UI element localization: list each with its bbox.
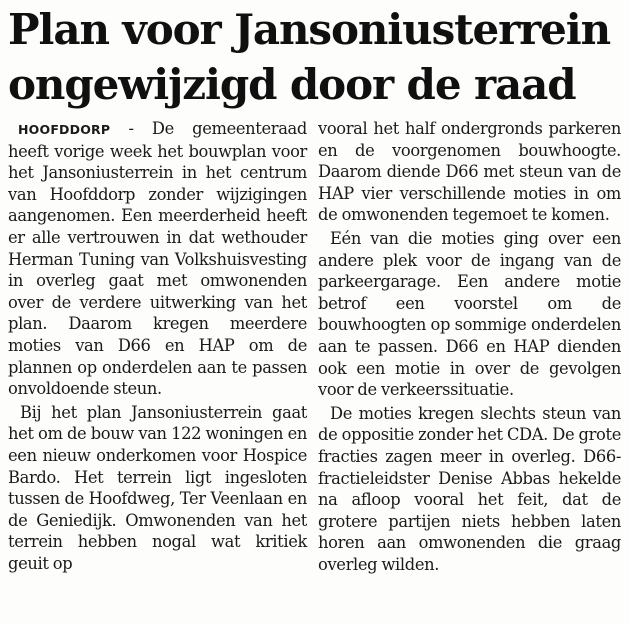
headline-line-1: Plan voor Jansoniusterrein	[8, 5, 611, 54]
paragraph-plan-details: Bij het plan Jansoniusterrein gaat het om de bouw van 122 woningen en een nieuw onderkomen voor Hospice Bardo. Het terrein ligt ingesloten tussen de Hoofdweg, Ter Veenlaan en de Geniedijk. Omwonenden van het terrein hebben nogal wat kritiek geuit op	[8, 402, 307, 573]
paragraph-intro	[8, 118, 307, 400]
paragraph-continuation: vooral het half ondergronds parkeren en de voorgenomen bouwhoogte. Daarom diende D66 met steun van de HAP vier verschillende moties in om de omwonenden tegemoet te komen.	[318, 119, 621, 225]
headline	[8, 2, 624, 112]
paragraph-motions: Eén van die moties ging over een andere plek voor de ingang van de parkeergarage. Een andere motie betrof een voorstel om de bouwhoogten op sommige onderdelen aan te passen. D66 en HAP dienden ook een motie in over de gevolgen voor de verkeerssituatie.	[318, 228, 621, 400]
paragraph-conclusion: De moties kregen slechts steun van de oppositie zonder het CDA. De grote fracties zagen meer in overleg. D66-fractieleidster Denise Abbas hekelde na afloop vooral het feit, dat de grotere partijen niets hebben laten horen aan omwonenden die graag overleg wilden.	[318, 403, 621, 574]
paragraph-intro-text: - De gemeenteraad heeft vorige week het bouwplan voor het Jansoniusterrein in het centrum van Hoofddorp zonder wijzigingen aangenomen. Een meerderheid heeft er alle vertrouwen in dat wethouder Herman Tuning van Volkshuisvesting in overleg gaat met omwonenden over de verdere uitwerking van het plan. Daarom kregen meerdere moties van D66 en HAP om de plannen op onderdelen aan te passen onvoldoende steun.	[8, 119, 307, 399]
right-column	[318, 118, 621, 577]
headline-line-2: ongewijzigd door de raad	[8, 60, 576, 109]
left-column	[8, 118, 307, 576]
dateline: HOOFDDORP	[18, 122, 111, 137]
